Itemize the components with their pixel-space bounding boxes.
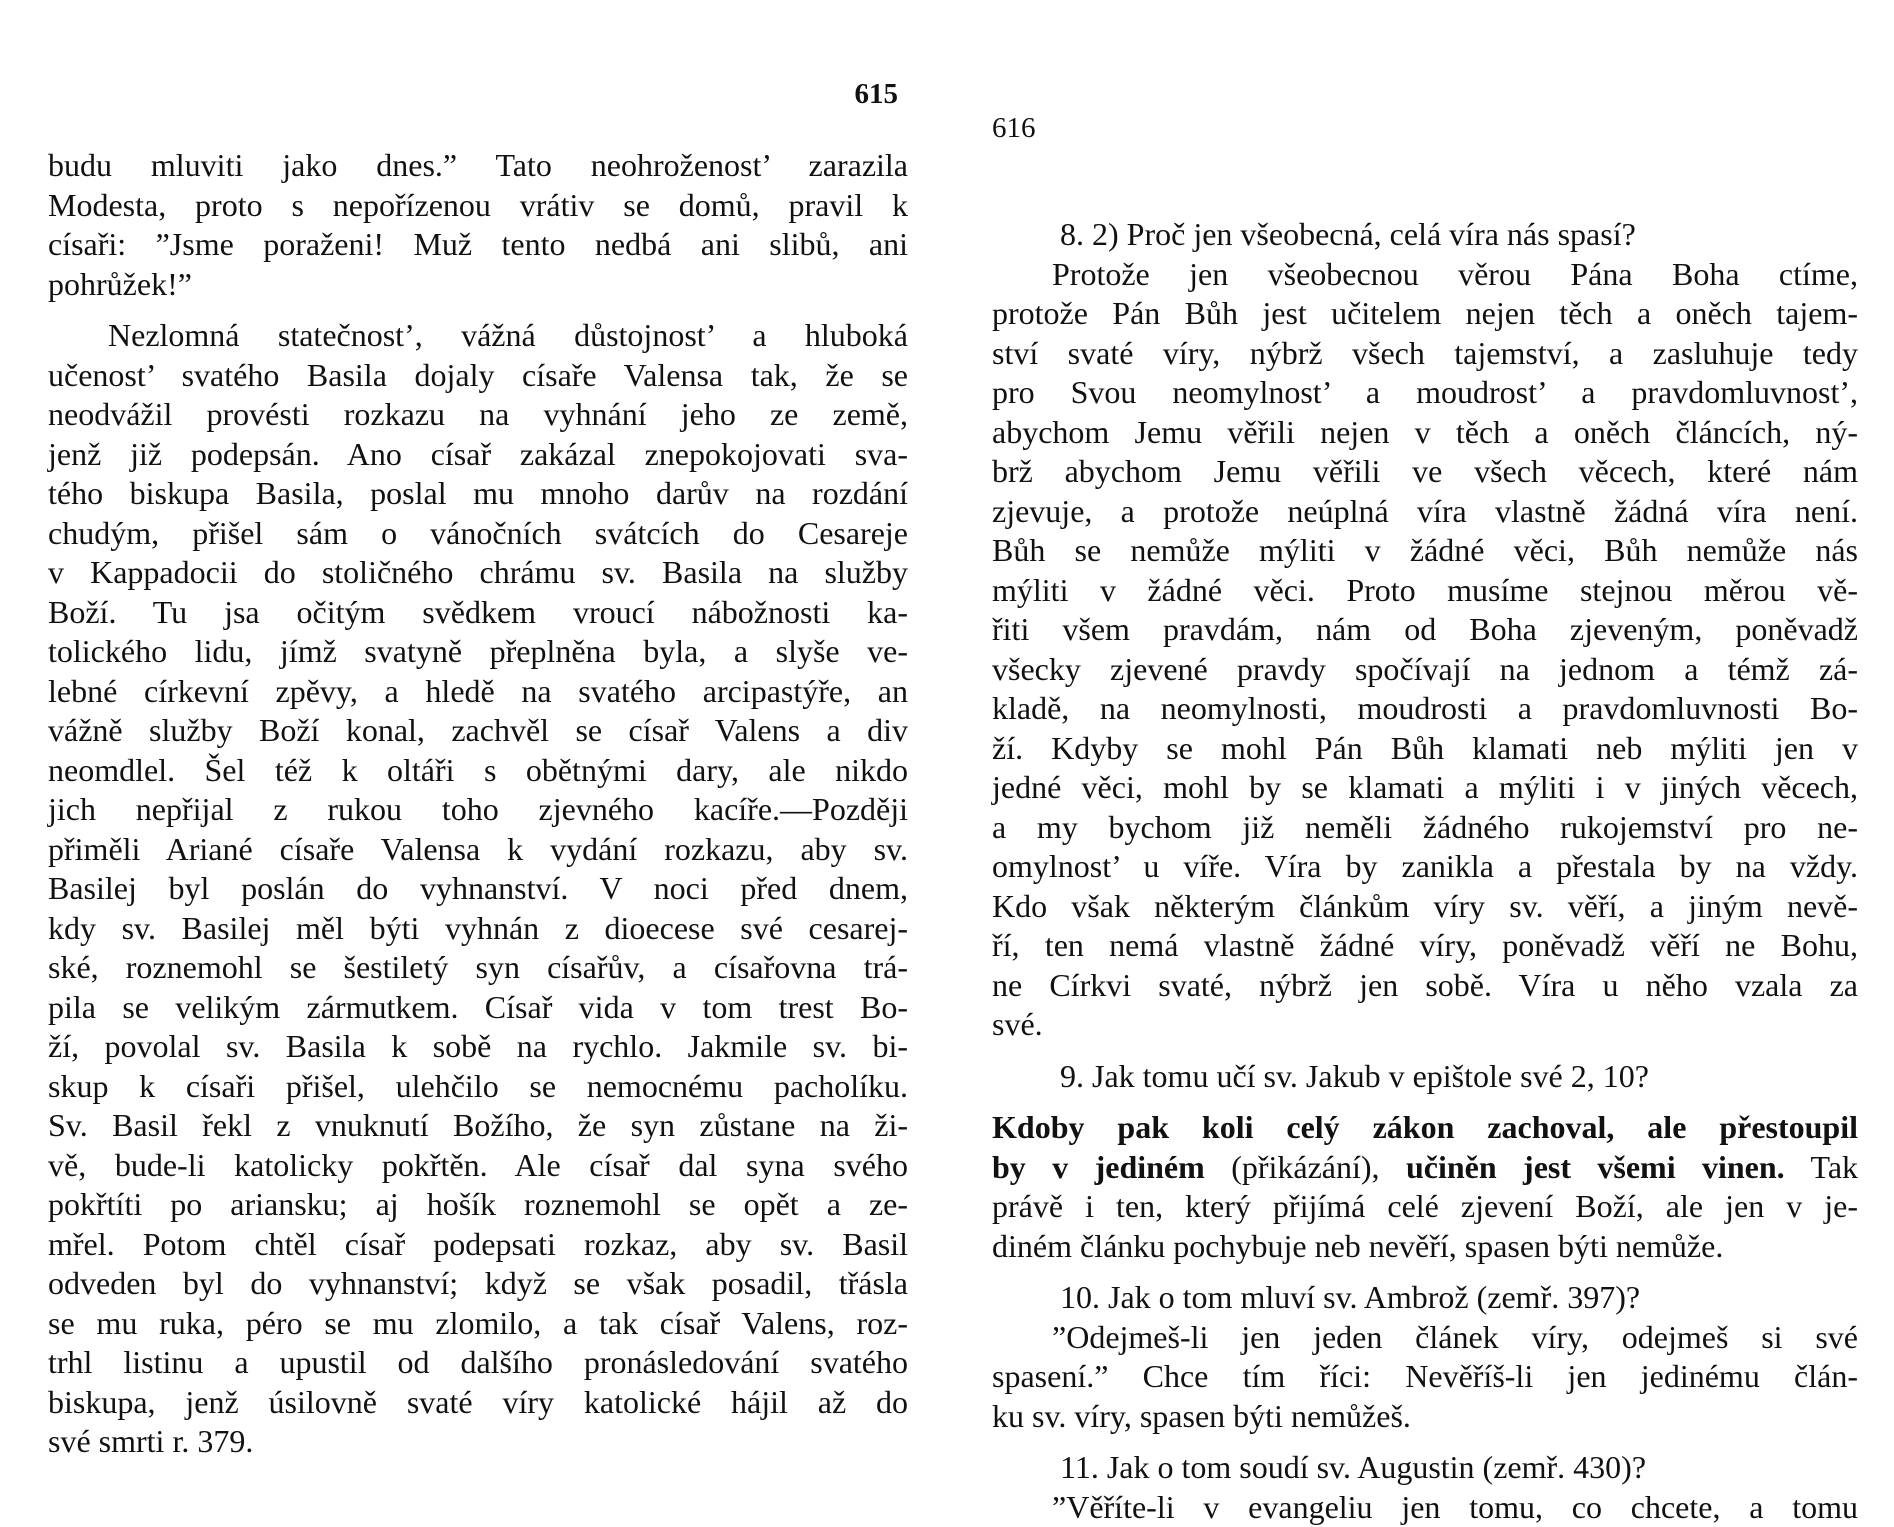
quote-normal: (přikázání), xyxy=(1205,1149,1406,1185)
text-line: ku sv. víry, spasen býti nemůžeš. xyxy=(992,1397,1858,1437)
answer-11 xyxy=(992,1488,1858,1527)
page-number: 616 xyxy=(992,112,1036,145)
text-line: skup k císaři přišel, ulehčilo se nemocnému pacholíku. xyxy=(48,1067,908,1107)
text-line: ské, roznemohl se šestiletý syn císařův, a císařovna trá- xyxy=(48,948,908,988)
text-line: tolického lidu, jímž svatyně přeplněna byla, a slyše ve- xyxy=(48,632,908,672)
quote-bold: učiněn jest všemi vinen. xyxy=(1406,1149,1785,1185)
text-line: mýliti v žádné věci. Proto musíme stejnou měrou vě- xyxy=(992,571,1858,611)
text-line: Modesta, proto s nepořízenou vrátiv se domů, pravil k xyxy=(48,186,908,226)
text-line: pohrůžek!” xyxy=(48,265,908,305)
body-text xyxy=(992,203,1858,1527)
text-line: kdy sv. Basilej měl býti vyhnán z dioecese své cesarej- xyxy=(48,909,908,949)
text-line: jenž již podepsán. Ano císař zakázal znepokojovati sva- xyxy=(48,435,908,475)
text-line: své. xyxy=(992,1005,1858,1045)
text-line: v Kappadocii do stoličného chrámu sv. Basila na služby xyxy=(48,553,908,593)
text-line: odveden byl do vyhnanství; když se však posadil, třásla xyxy=(48,1264,908,1304)
text-line: brž abychom Jemu věřili ve všech věcech, které nám xyxy=(992,452,1858,492)
text-line: neodvážil provésti rozkazu na vyhnání jeho ze země, xyxy=(48,395,908,435)
text-line: přiměli Ariané císaře Valensa k vydání rozkazu, aby sv. xyxy=(48,830,908,870)
text-line: budu mluviti jako dnes.” Tato neohroženost’ zarazila xyxy=(48,146,908,186)
text-line: trhl listinu a upustil od dalšího pronásledování svatého xyxy=(48,1343,908,1383)
scripture-quote xyxy=(992,1108,1858,1148)
text-line: protože Pán Bůh jest učitelem nejen těch a oněch tajem- xyxy=(992,294,1858,334)
answer-8 xyxy=(992,255,1858,1045)
text-line: pila se velikým zármutkem. Císař vida v tom trest Bo- xyxy=(48,988,908,1028)
text-line: Kdo však některým článkům víry sv. věří, a jiným nevě- xyxy=(992,887,1858,927)
question-8: 8. 2) Proč jen všeobecná, celá víra nás spasí? xyxy=(992,215,1858,255)
text-line: ne Církvi svaté, nýbrž jen sobě. Víra u něho vzala za xyxy=(992,966,1858,1006)
text-line: ží, povolal sv. Basila k sobě na rychlo. Jakmile sv. bi- xyxy=(48,1027,908,1067)
text-line: zjevuje, a protože neúplná víra vlastně žádná víra není. xyxy=(992,492,1858,532)
text-line: lebné církevní zpěvy, a hledě na svatého arcipastýře, an xyxy=(48,672,908,712)
text-line: ří, ten nemá vlastně žádné víry, poněvadž věří ne Bohu, xyxy=(992,926,1858,966)
text-line: a my bychom již neměli žádného rukojemství pro ne- xyxy=(992,808,1858,848)
text-line: císaři: ”Jsme poraženi! Muž tento nedbá ani slibů, ani xyxy=(48,225,908,265)
text-line: omylnost’ u víře. Víra by zanikla a přestala by na vždy. xyxy=(992,847,1858,887)
text-line: učenost’ svatého Basila dojaly císaře Valensa tak, že se xyxy=(48,356,908,396)
page-number: 615 xyxy=(855,78,899,111)
page-right xyxy=(992,0,1858,1500)
answer-10 xyxy=(992,1318,1858,1437)
text-line: řiti všem pravdám, nám od Boha zjeveným, poněvadž xyxy=(992,610,1858,650)
text-line: vážně služby Boží konal, zachvěl se císař Valens a div xyxy=(48,711,908,751)
quote-bold: by v jediném xyxy=(992,1149,1205,1185)
text-line: Basilej byl poslán do vyhnanství. V noci před dnem, xyxy=(48,869,908,909)
text-line: ží. Kdyby se mohl Pán Bůh klamati neb mýliti jen v xyxy=(992,729,1858,769)
quote-bold: Kdoby pak koli celý zákon zachoval, ale přestoupil xyxy=(992,1109,1858,1145)
text-line: tého biskupa Basila, poslal mu mnoho darův na rozdání xyxy=(48,474,908,514)
text-line: právě i ten, který přijímá celé zjevení Boží, ale jen v je- xyxy=(992,1187,1858,1227)
text-line: biskupa, jenž úsilovně svaté víry katolické hájil až do xyxy=(48,1383,908,1423)
text-line: abychom Jemu věřili nejen v těch a oněch článcích, ný- xyxy=(992,413,1858,453)
text-line: vě, bude-li katolicky pokřtěn. Ale císař dal syna svého xyxy=(48,1146,908,1186)
text-line: chudým, přišel sám o vánočních svátcích do Cesareje xyxy=(48,514,908,554)
answer-9 xyxy=(992,1187,1858,1266)
text-line: Protože jen všeobecnou věrou Pána Boha ctíme, xyxy=(992,255,1858,295)
text-line: ství svaté víry, nýbrž všech tajemství, a zasluhuje tedy xyxy=(992,334,1858,374)
page-left xyxy=(48,0,908,1500)
question-11: 11. Jak o tom soudí sv. Augustin (zemř. 430)? xyxy=(992,1448,1858,1488)
text-line: své smrti r. 379. xyxy=(48,1422,908,1462)
text-line: spasení.” Chce tím říci: Nevěříš-li jen jedinému člán- xyxy=(992,1357,1858,1397)
text-line: pro Svou neomylnost’ a moudrost’ a pravdomluvnost’, xyxy=(992,373,1858,413)
text-line: Nezlomná statečnost’, vážná důstojnost’ a hluboká xyxy=(48,316,908,356)
text-line: mřel. Potom chtěl císař podepsati rozkaz, aby sv. Basil xyxy=(48,1225,908,1265)
question-10: 10. Jak o tom mluví sv. Ambrož (zemř. 397)? xyxy=(992,1278,1858,1318)
text-line: ”Odejmeš-li jen jeden článek víry, odejmeš si své xyxy=(992,1318,1858,1358)
text-line: se mu ruka, péro se mu zlomilo, a tak císař Valens, roz- xyxy=(48,1304,908,1344)
text-line: jedné věci, mohl by se klamati a mýliti i v jiných věcech, xyxy=(992,768,1858,808)
text-line: diném článku pochybuje neb nevěří, spasen býti nemůže. xyxy=(992,1227,1858,1267)
text-line: jich nepřijal z rukou toho zjevného kacíře.—Později xyxy=(48,790,908,830)
text-line: neomdlel. Šel též k oltáři s obětnými dary, ale nikdo xyxy=(48,751,908,791)
text-line: všecky zjevené pravdy spočívají na jednom a témž zá- xyxy=(992,650,1858,690)
text-line: Boží. Tu jsa očitým svědkem vroucí nábožnosti ka- xyxy=(48,593,908,633)
quote-tail: Tak xyxy=(1785,1149,1858,1185)
question-9: 9. Jak tomu učí sv. Jakub v epištole své 2, 10? xyxy=(992,1057,1858,1097)
text-line: ”Věříte-li v evangeliu jen tomu, co chcete, a tomu xyxy=(992,1488,1858,1527)
text-line: kladě, na neomylnosti, moudrosti a pravdomluvnosti Bo- xyxy=(992,689,1858,729)
text-line: Sv. Basil řekl z vnuknutí Božího, že syn zůstane na ži- xyxy=(48,1106,908,1146)
text-line: pokřtíti po ariansku; aj hošík roznemohl se opět a ze- xyxy=(48,1185,908,1225)
body-text xyxy=(48,146,908,1462)
scripture-quote-cont xyxy=(992,1148,1858,1188)
text-line: Bůh se nemůže mýliti v žádné věci, Bůh nemůže nás xyxy=(992,531,1858,571)
